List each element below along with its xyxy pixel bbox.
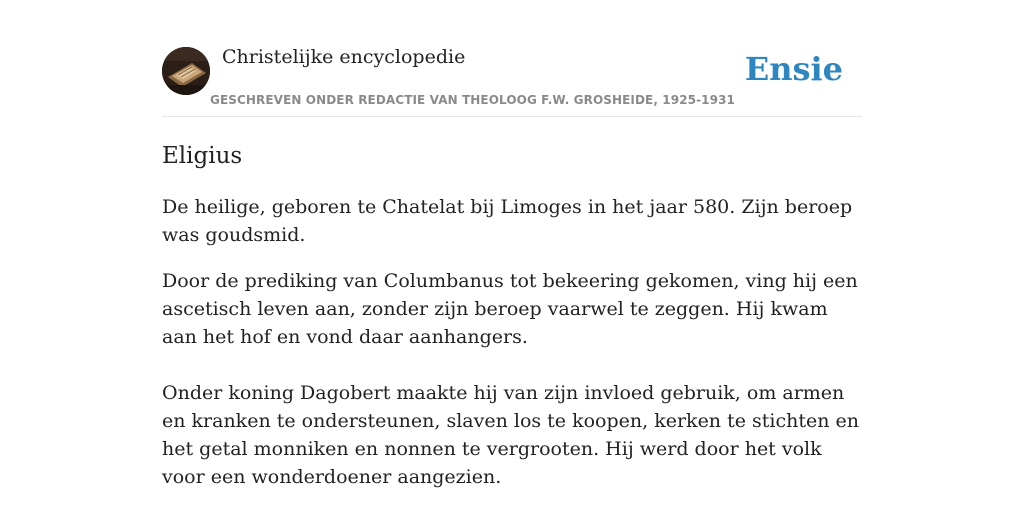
page-container <box>162 0 862 491</box>
encyclopedia-logo-avatar[interactable] <box>162 47 210 95</box>
site-subtitle: GESCHREVEN ONDER REDACTIE VAN THEOLOOG F.W. GROSHEIDE, 1925-1931 <box>210 93 735 107</box>
entry-title: Eligius <box>162 143 243 169</box>
entry-paragraph-3: Onder koning Dagobert maakte hij van zijn invloed gebruik, om armen en kranken te ondersteunen, slaven los te koopen, kerken te stichten en het getal monniken en nonnen te vergrooten. Hij werd door het volk voor een wonderdoener aangezien. <box>162 382 859 488</box>
entry-paragraph-1: De heilige, geboren te Chatelat bij Limoges in het jaar 580. Zijn beroep was goudsmid. <box>162 196 853 246</box>
site-title[interactable]: Christelijke encyclopedie <box>222 46 466 68</box>
site-header <box>162 0 862 117</box>
ensie-brand-logo[interactable]: Ensie <box>744 50 843 88</box>
entry-paragraph-2: Door de prediking van Columbanus tot bekeering gekomen, ving hij een ascetisch leven aan, zonder zijn beroep vaarwel te zeggen. Hij kwam aan het hof en vond daar aanhangers. <box>162 270 858 348</box>
